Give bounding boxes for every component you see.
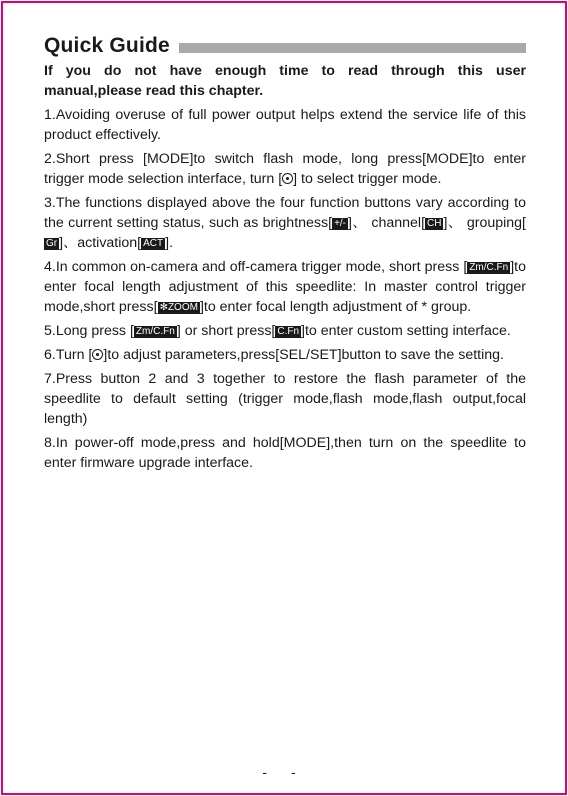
- guide-item: [44, 149, 526, 189]
- guide-list: [44, 105, 526, 473]
- guide-item: [44, 257, 526, 317]
- guide-item-text: 5.Long press [: [44, 323, 134, 339]
- intro-text: If you do not have enough time to read through this user manual,please read this chapter.: [44, 63, 526, 99]
- button-label-tag: C.Fn: [277, 326, 300, 337]
- button-label-tag: CH: [427, 218, 442, 229]
- button-label-tag: ACT: [143, 238, 164, 249]
- guide-item: [44, 193, 526, 253]
- guide-item-text: ]、 grouping[: [443, 215, 526, 231]
- guide-item-text: ]、activation[: [59, 235, 142, 251]
- guide-item-text: ] to select trigger mode.: [293, 171, 442, 187]
- button-label-tag: Zm/C.Fn: [469, 262, 509, 273]
- guide-item-text: ]to enter focal length adjustment of this speedlite: In master control trigger mode,short press[: [44, 259, 526, 315]
- guide-item-text: 1.Avoiding overuse of full power output helps extend the service life of this product effectively.: [44, 107, 526, 143]
- guide-item-text: ]to enter custom setting interface.: [301, 323, 511, 339]
- button-label-tag: ✻ZOOM: [159, 302, 198, 313]
- guide-item-text: ]、 channel[: [348, 215, 426, 231]
- guide-item-text: 3.The functions displayed above the four function buttons vary according to the current setting status, such as brightness[: [44, 195, 526, 231]
- guide-item: [44, 345, 526, 365]
- guide-item-text: 6.Turn [: [44, 347, 93, 363]
- page-number: - -: [262, 764, 306, 780]
- guide-item: [44, 433, 526, 473]
- dial-icon: [282, 173, 293, 184]
- button-label-tag: +/-: [334, 218, 347, 229]
- guide-item: [44, 105, 526, 145]
- page-title: Quick Guide: [44, 34, 170, 57]
- title-row: [44, 32, 526, 60]
- quick-guide-section: [44, 32, 526, 473]
- dial-icon: [92, 349, 103, 360]
- guide-item-text: ].: [165, 235, 174, 251]
- guide-item-text: ] or short press[: [176, 323, 276, 339]
- button-label-tag: Gr: [46, 238, 58, 249]
- guide-item-text: 8.In power-off mode,press and hold[MODE],then turn on the speedlite to enter firmware upgrade interface.: [44, 435, 526, 471]
- guide-item-text: 4.In common on-camera and off-camera trigger mode, short press [: [44, 259, 468, 275]
- guide-item-text: ]to enter focal length adjustment of * group.: [199, 299, 472, 315]
- guide-item: [44, 321, 526, 341]
- guide-item: [44, 369, 526, 429]
- guide-item-text: 2.Short press [MODE]to switch flash mode, long press[MODE]to enter trigger mode selection interface, turn [: [44, 151, 526, 187]
- guide-item-text: ]to adjust parameters,press[SEL/SET]button to save the setting.: [103, 347, 504, 363]
- title-rule: [179, 43, 526, 53]
- button-label-tag: Zm/C.Fn: [135, 326, 175, 337]
- guide-item-text: 7.Press button 2 and 3 together to restore the flash parameter of the speedlite to default setting (trigger mode,flash mode,flash output,focal length): [44, 371, 526, 427]
